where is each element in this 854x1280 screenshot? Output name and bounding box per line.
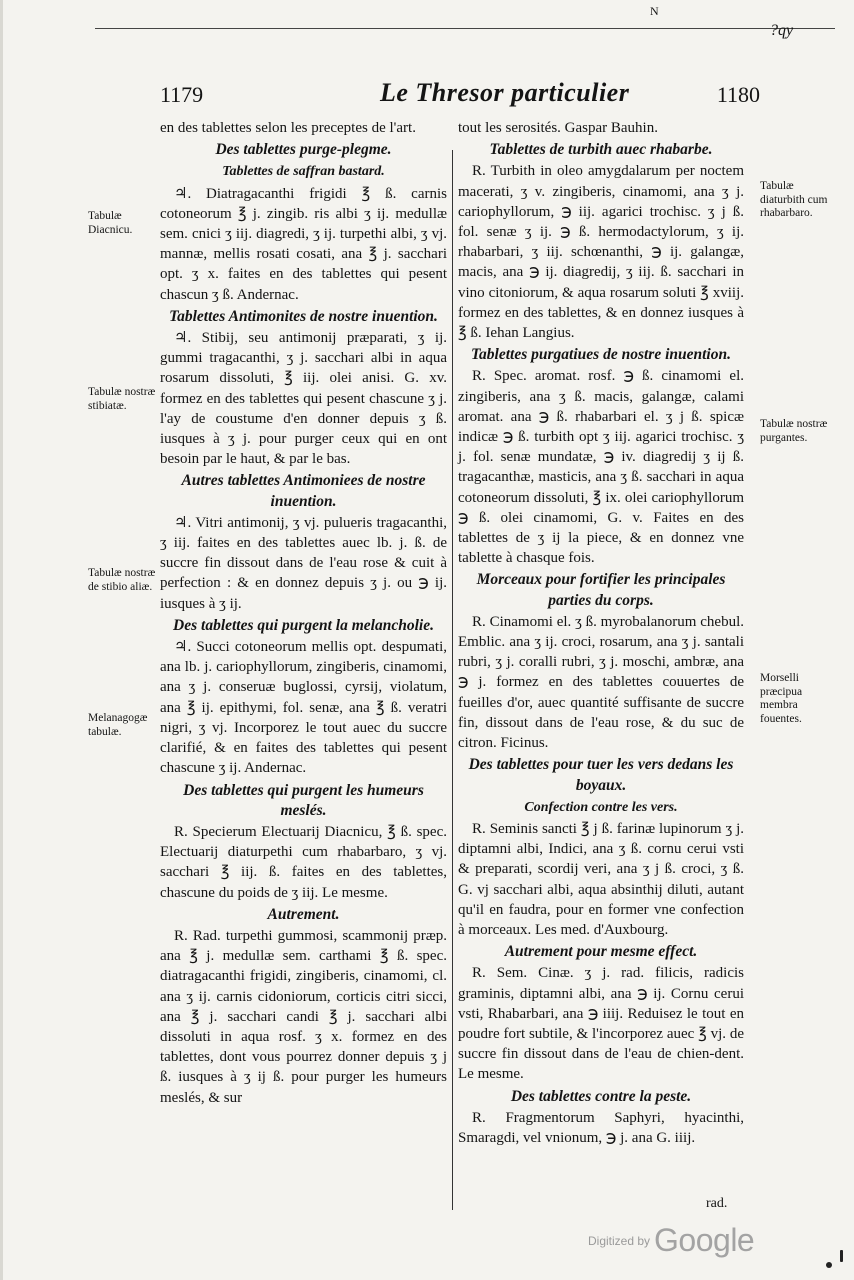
left-column-paragraph: ♃. Stibij, seu antimonij præparati, ʒ ij. gummi tragacanthi, ʒ j. sacchari albi in aqua rosarum dissoluti, ℥ iij. olei anisi. G. xv. formez en des tablettes qui pesent chascune ʒ j. l'ay de coustume d'en donner depuis ʒ ß. iusques à ʒ j. pour purger ceux qui en ont besoin par le haut, & par le bas. [160,330,447,468]
corner-number: ?qy [770,22,794,39]
top-rule [95,28,835,29]
right-column-paragraph: R. Sem. Cinæ. ʒ j. rad. filicis, radicis graminis, diptamni albi, ana ℈ ij. Cornu cerui vsti, Rhabarbari, ana ℈ iiij. Reduisez le tout en poudre fort subtile, & l'incorporez auec ℥ vj. de succre fin dissout dans de l'eau de chien-dent. Le mesme. [458,965,744,1083]
page-number-left: 1179 [160,82,204,107]
catchword: rad. [706,1196,728,1211]
left-column-heading: Des tablettes qui purgent la melancholie. [173,616,434,634]
right-column-heading: Tablettes purgatiues de nostre inuention. [471,346,731,364]
right-column-heading: Morceaux pour fortifier les principales parties du corps. [476,571,726,609]
left-column-paragraph: R. Specierum Electuarij Diacnicu, ℥ ß. spec. Electuarij diaturpethi cum rhabarbaro, ʒ vj. sacchari ℥ iij. ß. faites en des tablettes, chascune du poids de ʒ iij. Le mesme. [160,823,447,901]
page-number-right: 1180 [716,82,760,107]
right-column-paragraph: R. Turbith in oleo amygdalarum per noctem macerati, ʒ v. zingiberis, cinamomi, ana ʒ j. cariophyllorum, ℈ iij. agarici trochisc. ʒ j ß. fol. senæ ʒ ij. ℈ ß. hermodactylorum, ʒ ij. rhabarbari, ʒ iij. schœnanthi, ℈ ij. galangæ, macis, ana ℈ ij. diagredij, ʒ iij. ß. sacchari in vino citoniorum, & aqua rosarum soluti ℥ xviij. formez en des tablettes, & en donnez iusques à ℥ ß. Iehan Langius. [458,163,744,342]
left-column-heading: Des tablettes purge-plegme. [215,141,392,159]
right-text-column [458,118,744,1149]
right-column-paragraph: R. Seminis sancti ℥ j ß. farinæ lupinorum ʒ j. diptamni albi, Indici, ana ʒ ß. cornu cerui vsti & preparati, scordij veri, ana ʒ j ß. croci, ʒ ß. G. vj sacchari albi, aqua absinthij diluti, autant qu'il en faudra, pour en former vne confection à morceaux. Les med. d'Auxbourg. [458,820,744,938]
margin-note-stibio-aliae: Tabulæ nostræ de stibio aliæ. [88,567,156,593]
google-watermark [588,1222,754,1259]
left-text-column [160,118,447,1109]
margin-note-stibiatae: Tabulæ nostræ stibiatæ. [88,386,156,412]
margin-note-diaturbith: Tabulæ diaturbith cum rhabarbaro. [760,180,828,219]
watermark-brand: Google [654,1222,755,1258]
left-column-paragraph: en des tablettes selon les preceptes de l'art. [160,120,416,136]
watermark-prefix: Digitized by [588,1234,651,1248]
margin-note-diacnicu: Tabulæ Diacnicu. [88,210,133,236]
left-column-heading: Tablettes Antimonites de nostre inuention. [169,307,438,325]
left-column-paragraph: R. Rad. turpethi gummosi, scammonij præp. ana ℥ j. medullæ sem. carthami ℥ ß. spec. diatragacanthi frigidi, zingiberis, cinamomi, cl. ana ʒ ij. carnis cidoniorum, corticis citri sicci, ana ℥ j. sacchari candi ℥ j. sacchari albi dissoluti in aqua rosf. ʒ x. formez en des tablettes, dont vous pourrez donner depuis ʒ j ß. iusques à ʒ ij ß. pour purger les humeurs meslés, & sur [160,927,447,1106]
left-column-paragraph: ♃. Diatragacanthi frigidi ℥ ß. carnis cotoneorum ℥ j. zingib. ris albi ʒ ij. medullæ sem. cnici ʒ iij. diagredi, ʒ ij. turpethi albi, ʒ vj. mannæ, mellis rosati cosati, ana ℥ j. sacchari opt. ʒ x. faites en des tablettes qui pesent chascun ʒ ß. Andernac. [160,185,447,303]
right-column-heading: Des tablettes pour tuer les vers dedans les boyaux. [468,756,734,794]
column-divider [452,150,453,1210]
left-column-heading: Des tablettes qui purgent les humeurs meslés. [183,781,424,819]
right-column-paragraph: R. Cinamomi el. ʒ ß. myrobalanorum chebul. Emblic. ana ʒ ij. croci, rosarum, ana ʒ j. santali rubri, ʒ j. coralli rubri, ʒ j. moschi, ambræ, ana ℈ j. formez en des tablettes couuertes de fueilles d'or, auec quantité suffisante de succre fin, dissout dans de l'eau rose, & du suc de citron. Ficinus. [458,613,744,752]
margin-note-purgantes: Tabulæ nostræ purgantes. [760,418,828,444]
corner-mark: N [650,4,659,18]
right-column-paragraph: R. Spec. aromat. rosf. ℈ ß. cinamomi el. zingiberis, ana ʒ ß. macis, galangæ, calami aromat. ana ℈ ß. rhabarbari el. ʒ j ß. spicæ indicæ ℈ ß. turbith opt ʒ iij. agarici trochisc. ʒ j. fol. senæ mundatæ, ℈ iv. diagredij ʒ ij ß. tragacanthæ, masticis, ana ʒ ß. sacchari in aqua cotoneorum dissoluti, ℥ ix. olei cariophyllorum ℈ ß. olei cinamomi, G. v. Faites en des tablettes de ʒ ij la piece, & en donnez vne tablette à chasque fois. [458,368,744,567]
right-column-heading: Confection contre les vers. [524,799,678,815]
left-column-heading: Autres tablettes Antimoniees de nostre inuention. [181,472,426,510]
left-column-paragraph: ♃. Vitri antimonij, ʒ vj. pulueris tragacanthi, ʒ iij. faites en des tablettes auec lb. j. ß. de succre fin dissout dans de l'eau rose & cuit à perfection : & en donnez depuis ʒ j. ou ℈ ij. iusques à ʒ ij. [160,514,447,612]
page-edge [0,0,3,1280]
margin-note-melanagogae: Melanagogæ tabulæ. [88,712,148,738]
left-column-heading: Tablettes de saffran bastard. [222,164,385,180]
left-column-paragraph: ♃. Succi cotoneorum mellis opt. despumati, ana lb. j. cariophyllorum, zingiberis, cinamomi, ana ʒ j. conseruæ buglossi, cyrsij, violatum, ana ℥ ij. epithymi, fol. senæ, ana ℥ ß. veratri nigri, ʒ vj. Incorporez le tout auec du succre clarifié, & en faites des tablettes qui pesent chascune ʒ ij. Andernac. [160,639,447,777]
right-column-paragraph: tout les serosités. Gaspar Bauhin. [458,120,658,136]
left-column-heading: Autrement. [267,905,340,923]
right-column-heading: Des tablettes contre la peste. [510,1087,692,1105]
margin-note-morselli: Morselli præcipua membra fouentes. [760,672,803,725]
running-header [160,78,760,114]
ink-spot [826,1262,832,1268]
running-title: Le Thresor particulier [380,78,630,107]
right-column-heading: Autrement pour mesme effect. [504,943,698,961]
ink-spot [840,1250,843,1262]
right-column-paragraph: R. Fragmentorum Saphyri, hyacinthi, Smaragdi, vel vnionum, ℈ j. ana G. iiij. [458,1109,744,1146]
right-column-heading: Tablettes de turbith auec rhabarbe. [489,141,713,159]
